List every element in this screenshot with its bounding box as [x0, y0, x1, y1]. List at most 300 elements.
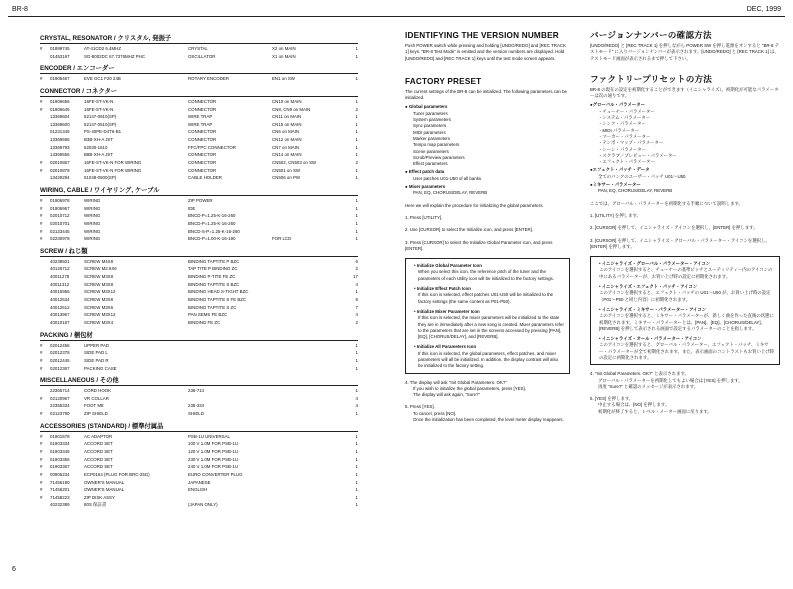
japanese-instructions	[590, 30, 780, 415]
table-row	[40, 296, 358, 304]
part-number: 02012456	[50, 342, 70, 348]
part-number: 40012512	[50, 304, 70, 310]
part-quantity: 4	[355, 312, 358, 318]
table-row	[40, 433, 358, 441]
change-mark	[40, 258, 50, 266]
part-quantity: 1	[355, 350, 358, 356]
part-description: SCREW M4X8	[84, 258, 114, 264]
part-quantity: 1	[355, 129, 358, 135]
part-name	[188, 349, 272, 357]
list-item: Scrub/Preview parameters	[413, 154, 465, 160]
table-row	[40, 456, 358, 464]
box-item-title: • Initialize Effect Patch Icon	[414, 286, 471, 292]
table-row	[40, 479, 358, 487]
table-row	[40, 471, 358, 479]
change-mark	[40, 265, 50, 273]
step-5-detail-b-ja: 初期化が終了すると、レベル・メーター画面に戻ります。	[598, 408, 712, 414]
change-mark: #	[40, 205, 43, 211]
table-row	[40, 220, 358, 228]
table-row	[40, 113, 358, 121]
part-name: 100 V 1.0M FOR PSB-1U	[188, 441, 239, 447]
effect-data-list-ja	[590, 174, 780, 180]
part-quantity: 1	[355, 144, 358, 150]
part-location	[272, 479, 348, 487]
table-row	[40, 45, 358, 53]
step-4-detail-b-ja: 再度 "Sure?" と確認のメッセージが表示されます。	[598, 383, 699, 389]
part-name: BNCD-P=1.25-K-16-260	[188, 213, 236, 219]
change-mark: #	[40, 46, 43, 51]
part-location	[272, 304, 348, 312]
table-row	[40, 440, 358, 448]
factory-preset-heading: FACTORY PRESET	[405, 76, 482, 86]
part-location	[272, 212, 348, 220]
change-mark: #	[40, 213, 43, 219]
part-location	[272, 197, 348, 205]
part-name: CONNECTOR	[188, 129, 217, 135]
list-item: Scene parameters	[413, 148, 449, 154]
mixer-params-heading-ja: ●ミキサー・パラメーター	[590, 182, 641, 188]
part-name: BINDING HEAD S-TIGHT BZC	[188, 289, 249, 295]
table-row	[40, 402, 358, 410]
part-quantity: 2	[355, 106, 358, 112]
page-number: 6	[12, 566, 16, 573]
parts-section	[40, 331, 358, 373]
mixer-params-heading: ● Mixer parameters	[405, 184, 446, 190]
version-paragraph-ja: [UNDO/REDO] と [REC TRACK 1] を押しながら POWER SW を押し電源をオンすると "BR-8 テストモード" に入りバージョンナンバーが表示されます。[UNDO/REDO] と [REC TRACK 1] は、テストモード画面が表示されるまで押して下さい。	[590, 43, 780, 61]
procedure-intro: Here we will explain the procedure for initializing the global parameters.	[405, 202, 544, 208]
table-row	[40, 281, 358, 289]
section-rule	[40, 431, 358, 432]
part-number: 40010167	[50, 319, 70, 325]
table-row	[40, 136, 358, 144]
part-quantity: 1	[355, 487, 358, 493]
part-location: EN1 on SW	[272, 76, 295, 82]
part-location	[272, 265, 348, 273]
part-description: B8B-XH-A JST	[84, 152, 114, 158]
part-quantity: 1	[355, 464, 358, 470]
parts-section	[40, 34, 358, 60]
parts-section	[40, 247, 358, 327]
part-number: 22355334	[50, 403, 70, 409]
table-row	[40, 304, 358, 312]
list-item: PAN, EQ, CHORUS/DELAY, REVERB	[413, 190, 488, 196]
part-number: 40011278	[50, 274, 70, 280]
table-row	[40, 486, 358, 494]
icon-description-box	[405, 258, 570, 373]
part-number: 02012378	[50, 350, 70, 356]
part-description: SCREW M3X6	[84, 304, 114, 310]
part-name: ENGLISH	[188, 487, 208, 493]
list-item: MIDI parameters	[413, 129, 446, 135]
change-mark: #	[40, 350, 43, 356]
part-location	[272, 365, 348, 373]
part-description: ACCORD SET	[84, 441, 113, 447]
list-item: ・テンポ・マップ・パラメーター	[598, 140, 664, 146]
part-name: (JAPAN ONLY)	[188, 502, 218, 508]
part-description: AT-41CD2 6.4MHZ	[84, 46, 122, 51]
part-location	[272, 258, 348, 266]
part-location	[272, 273, 348, 281]
list-item: Sync parameters	[413, 123, 447, 129]
part-description: 52147-0510(SP)	[84, 121, 117, 127]
change-mark	[40, 387, 50, 395]
change-mark: #	[40, 464, 43, 470]
part-number: 01903356	[50, 456, 70, 462]
part-description: ACCORD SET	[84, 448, 113, 454]
part-location	[272, 349, 348, 357]
list-item: ・エフェクト・パラメーター	[598, 159, 655, 165]
list-item: PAN, EQ, CHORUS/DELAY, REVERB	[598, 188, 673, 194]
step-3: 3. Press [CURSOR] to select the Initialize Global Parameter icon, and press [ENTER].	[405, 239, 553, 251]
version-paragraph: Push POWER switch while pressing and holding [UNDO/REDO] and [REC TRACK 1] keys. "BR-8 Test Mode" is emitted and the version numbers are displayed. Hold [UNDO/REDO] and [REC TRACK 1] keys until the test mode screen appears.	[405, 43, 566, 61]
part-description: 16FE-ST-VK-N	[84, 98, 114, 104]
part-number: 13369595	[50, 137, 70, 143]
part-name: 230 V 1.0M FOR PSB-1U	[188, 456, 239, 462]
part-description: SCREW M3X4	[84, 319, 114, 325]
part-location: CN12 on MAIN	[272, 137, 302, 143]
part-name: 240 V 1.0M FOR PSB-1U	[188, 464, 239, 470]
section-title: WIRING, CABLE / ワイヤリング, ケーブル	[40, 186, 160, 194]
part-description: 52147-0910(SP)	[84, 114, 117, 120]
list-item: ・マーカー・パラメーター	[598, 133, 651, 139]
doc-date-header: DEC, 1999	[746, 6, 781, 13]
step-5-ja: 5. [YES] を押します。	[590, 396, 634, 402]
part-name: IDE	[188, 205, 196, 211]
part-description: SIDE PAD R	[84, 357, 109, 363]
part-name: BNCD-P=1.00-K-16-190	[188, 236, 236, 242]
part-description: 16FE-ST-VK-N FOR WIRING	[84, 167, 142, 173]
box-item-title: • Initialize Mixer Parameter Icon	[414, 308, 480, 314]
change-mark	[40, 296, 50, 304]
part-description: SCREW M3X12	[84, 312, 116, 318]
change-mark	[40, 151, 50, 159]
parts-section	[40, 87, 358, 182]
box-item-text: このアイコンを選択すると、エフェクト・パッチの U01～U50 が、お買い上げ時の設定（P01～P50 と同じ内容）に初期化されます。	[599, 290, 771, 302]
doc-model-header: BR-8	[12, 6, 28, 13]
table-row	[40, 319, 358, 327]
table-row	[40, 448, 358, 456]
section-rule	[40, 43, 358, 44]
part-location: CN506 on PW	[272, 175, 301, 181]
global-params-heading: ● Global parameters	[405, 104, 448, 110]
change-mark	[40, 288, 50, 296]
part-location: CN6 on MAIN	[272, 129, 300, 135]
part-location	[272, 471, 348, 479]
part-location	[272, 296, 348, 304]
part-location	[272, 220, 348, 228]
list-item: ・MIDI パラメーター	[598, 127, 640, 133]
box-item-text: このアイコンを選択すると、グローバル・パラメーター、エフェクト・パッチ、ミキサー・パラメーターが全て初期化されます。また、表示画面のコントラストもお買い上げ時の設定に初期化されます。	[599, 342, 775, 360]
table-row	[40, 463, 358, 471]
part-name: CONNECTOR	[188, 167, 217, 173]
table-row	[40, 75, 358, 83]
part-location	[272, 410, 348, 418]
part-location	[272, 228, 348, 236]
part-quantity: 1	[355, 152, 358, 158]
change-mark: #	[40, 456, 43, 462]
change-mark: #	[40, 98, 43, 104]
global-params-heading-ja: ●グローバル・パラメーター	[590, 102, 645, 108]
part-quantity: 1	[355, 197, 358, 203]
section-title: PACKING / 梱包材	[40, 331, 93, 339]
change-mark	[40, 281, 50, 289]
part-description: WIRING	[84, 236, 101, 242]
part-number: 01906645	[50, 106, 70, 112]
table-row	[40, 501, 358, 509]
version-heading-ja: バージョンナンバーの確認方法	[590, 30, 712, 40]
change-mark	[40, 319, 50, 327]
change-mark: #	[40, 494, 43, 500]
part-description: PS-40PE-D4T6-B1	[84, 129, 122, 135]
table-row	[40, 128, 358, 136]
part-number: 13369600	[50, 121, 70, 127]
section-title: ENCODER / エンコーダー	[40, 65, 115, 73]
part-number: 02010878	[50, 167, 70, 173]
change-mark	[40, 501, 50, 509]
part-quantity: 1	[355, 411, 358, 417]
part-description: 51048-0500(SP)	[84, 175, 117, 181]
part-description: 80S 保証書	[84, 502, 107, 508]
part-quantity: 9	[355, 297, 358, 303]
part-number: 13369556	[50, 152, 70, 158]
part-description: UPPER PAD	[84, 342, 110, 348]
step-4-detail-a-ja: グローバル・パラメーターを初期化してもよい場合は [YES] を押します。	[598, 377, 743, 383]
change-mark	[40, 174, 50, 182]
part-name: PSB-1U UNIVERSAL	[188, 433, 230, 439]
part-description: SIDE PAD L	[84, 350, 108, 356]
part-quantity: 1	[355, 502, 358, 508]
part-name	[188, 357, 272, 365]
section-rule	[40, 96, 358, 97]
list-item: ・システム・パラメーター	[598, 115, 651, 121]
part-number: 01906967	[50, 205, 70, 211]
part-quantity: 1	[355, 441, 358, 447]
section-rule	[40, 195, 358, 196]
part-location: X1 on MAIN	[272, 53, 296, 59]
part-number: 02230978	[50, 236, 70, 242]
part-quantity: 1	[355, 357, 358, 363]
part-description: CORD HOOK	[84, 388, 112, 394]
part-name: ROTARY ENCODER	[188, 76, 229, 82]
part-name: OSCILLATOR	[188, 53, 216, 59]
change-mark: #	[40, 411, 43, 417]
box-item-title: • イニシャライズ・オール・パラメーター・アイコン	[599, 336, 702, 342]
step-5-detail-b: Once the initialization has been completed, the level meter display reappears.	[413, 417, 564, 423]
change-mark: #	[40, 395, 43, 401]
mixer-params-list	[405, 190, 570, 196]
part-quantity: 1	[355, 205, 358, 211]
section-rule	[40, 340, 358, 341]
change-mark: #	[40, 342, 43, 348]
table-row	[40, 494, 358, 502]
part-name: TAP TITE P BINDING ZC	[188, 266, 238, 272]
part-name	[188, 365, 272, 373]
table-row	[40, 159, 358, 167]
section-title: SCREW / ねじ類	[40, 247, 88, 255]
parts-section	[40, 186, 358, 243]
part-location	[272, 205, 348, 213]
part-description: FOOT M8	[84, 403, 104, 409]
step-4: 4. The display will ask "Init Global Parameters. OK?"	[405, 379, 507, 385]
part-quantity: 1	[355, 46, 358, 51]
part-description: WIRING	[84, 213, 101, 219]
part-number: 02012367	[50, 365, 70, 371]
part-number: 40012534	[50, 297, 70, 303]
change-mark: #	[40, 487, 43, 493]
part-quantity: 1	[355, 98, 358, 104]
part-quantity: 1	[355, 76, 358, 82]
part-number: 01453167	[50, 53, 70, 59]
part-name: BINDING TAPTITE P BZC	[188, 258, 240, 264]
table-row	[40, 167, 358, 175]
section-title: CRYSTAL, RESONATOR / クリスタル, 発振子	[40, 35, 172, 42]
change-mark: #	[40, 365, 43, 371]
box-item-title: • イニシャライズ・グローバル・パラメーター・アイコン	[599, 261, 711, 267]
part-number: 02012445	[50, 357, 70, 363]
part-name	[188, 494, 272, 502]
part-quantity: 1	[355, 456, 358, 462]
table-row	[40, 98, 358, 106]
part-number: 01899745	[50, 46, 70, 51]
part-quantity: 1	[355, 114, 358, 120]
list-item: User patches U01-U50 of all banks	[413, 175, 482, 181]
part-description: WIRING	[84, 228, 101, 234]
part-number: 01903334	[50, 441, 70, 447]
change-mark: #	[40, 167, 43, 173]
header-rule	[8, 16, 785, 17]
part-number: 01903345	[50, 448, 70, 454]
part-description: WIRING	[84, 220, 101, 226]
part-name: CONNECTOR	[188, 106, 217, 112]
step-4-detail-a: If you wish to initialize the global parameters, press [YES].	[413, 385, 526, 391]
part-description: SCREW M3X8	[84, 281, 114, 287]
change-mark	[40, 121, 50, 129]
change-mark: #	[40, 236, 43, 242]
part-number: 01906656	[50, 98, 70, 104]
part-name: BINDING TAPTITE S FE BZC	[188, 297, 247, 303]
part-name: 120 V 1.0M FOR PSB-1U	[188, 448, 239, 454]
part-location: CN501 on SW	[272, 167, 301, 173]
version-heading: IDENTIFYING THE VERSION NUMBER	[405, 31, 559, 40]
change-mark: #	[40, 441, 43, 447]
table-row	[40, 410, 358, 418]
part-name: BNCD-P=1.25-K-16-260	[188, 220, 236, 226]
part-name: WIRE TRAP	[188, 121, 213, 127]
part-quantity: 1	[355, 121, 358, 127]
part-description: B3B-XH-A JST	[84, 137, 114, 143]
part-name: EURO CONVERTER PLUG	[188, 471, 243, 477]
list-item: ・シーン・パラメーター	[598, 146, 647, 152]
part-location	[272, 440, 348, 448]
icon-description-box-ja	[590, 256, 780, 365]
part-number: 02123790	[50, 411, 70, 417]
part-location: CN10 on MAIN	[272, 98, 302, 104]
list-item: Effect parameters	[413, 161, 448, 167]
global-params-list	[405, 111, 570, 168]
part-description: SCREW M2.6X6	[84, 266, 117, 272]
part-name: FFC/FPC CONNECTOR	[188, 144, 236, 150]
part-location	[272, 433, 348, 441]
part-number: 40011312	[50, 281, 70, 287]
part-description: ZIP SHIELD	[84, 411, 108, 417]
change-mark: #	[40, 433, 43, 439]
part-description: SCREW M3X8	[84, 274, 114, 280]
part-quantity: 1	[355, 228, 358, 234]
part-location	[272, 342, 348, 350]
part-location	[272, 463, 348, 471]
global-params-list-ja	[590, 109, 780, 166]
part-location	[272, 448, 348, 456]
parts-section	[40, 64, 358, 83]
part-quantity: 2	[355, 266, 358, 272]
part-name: 236-714	[188, 388, 205, 394]
part-quantity: 1	[355, 388, 358, 394]
factory-intro-ja: BR-8 の現在の設定を初期化することができます（イニシャライズ）。初期化が可能なパラメーターは次の通りです。	[590, 86, 779, 99]
change-mark: #	[40, 220, 43, 226]
part-number: 13429294	[50, 175, 70, 181]
list-item: Marker parameters	[413, 135, 451, 141]
table-row	[40, 235, 358, 243]
part-quantity: 1	[355, 365, 358, 371]
step-1-ja: 1. [UTILITY] を押します。	[590, 212, 641, 218]
part-quantity: 1	[355, 289, 358, 295]
part-quantity: 1	[355, 471, 358, 477]
box-item-title: • イニシャライズ・エフェクト・パッチ・アイコン	[599, 284, 698, 290]
part-number: 01905467	[50, 76, 70, 82]
list-item: 全てのバンクのユーザー・パッチ U01～U50	[598, 173, 686, 179]
part-quantity: 1	[355, 342, 358, 348]
part-number: 40015956	[50, 289, 70, 295]
part-description: 16FE-ST-VK-N FOR WIRING	[84, 160, 142, 166]
table-row	[40, 151, 358, 159]
part-description: EVE GC1 F20 24B	[84, 76, 121, 82]
change-mark: #	[40, 76, 43, 82]
part-quantity: 1	[355, 137, 358, 143]
list-item: ・シンク・パラメーター	[598, 121, 646, 127]
part-description: VR COLLAR	[84, 395, 109, 401]
part-location	[272, 357, 348, 365]
effect-data-list	[405, 176, 570, 182]
part-name: CONNECTOR	[188, 152, 217, 158]
table-row	[40, 395, 358, 403]
step-3-ja: 3. [CURSOR] を押して、イニシャライズ・グローバル・パラメーター・アイコンを選択し、[ENTER] を押します。	[590, 237, 770, 249]
part-location	[272, 395, 348, 403]
table-row	[40, 265, 358, 273]
step-5-detail-a-ja: 中止する場合は、[NO] を押します。	[598, 402, 670, 408]
part-quantity: 1	[355, 53, 358, 59]
table-row	[40, 342, 358, 350]
part-quantity: 2	[355, 160, 358, 166]
factory-intro: The current settings of the BR-8 can be initialized. The following parameters can be initialized.	[405, 88, 567, 101]
part-quantity: 1	[355, 479, 358, 485]
part-number: 02010712	[50, 213, 70, 219]
step-4-ja: 4. "Init Global Parameters. OK?" と表示されます。	[590, 371, 689, 377]
table-row	[40, 387, 358, 395]
part-description: PACKING CASE	[84, 365, 117, 371]
part-description: OWNER'S MANUAL	[84, 487, 125, 493]
part-location: CN8, CN9 on MAIN	[272, 106, 311, 112]
part-location	[272, 288, 348, 296]
part-quantity: 17	[353, 274, 358, 280]
change-mark	[40, 53, 50, 61]
part-name: BINDING FE ZC	[188, 319, 221, 325]
list-item: Tempo map parameters	[413, 142, 460, 148]
part-description: SG-8002DC 67.7376MHZ PHC	[84, 53, 146, 59]
part-quantity: 1	[355, 448, 358, 454]
part-quantity: 1	[355, 236, 358, 242]
part-name: CONNECTOR	[188, 98, 217, 104]
table-row	[40, 144, 358, 152]
